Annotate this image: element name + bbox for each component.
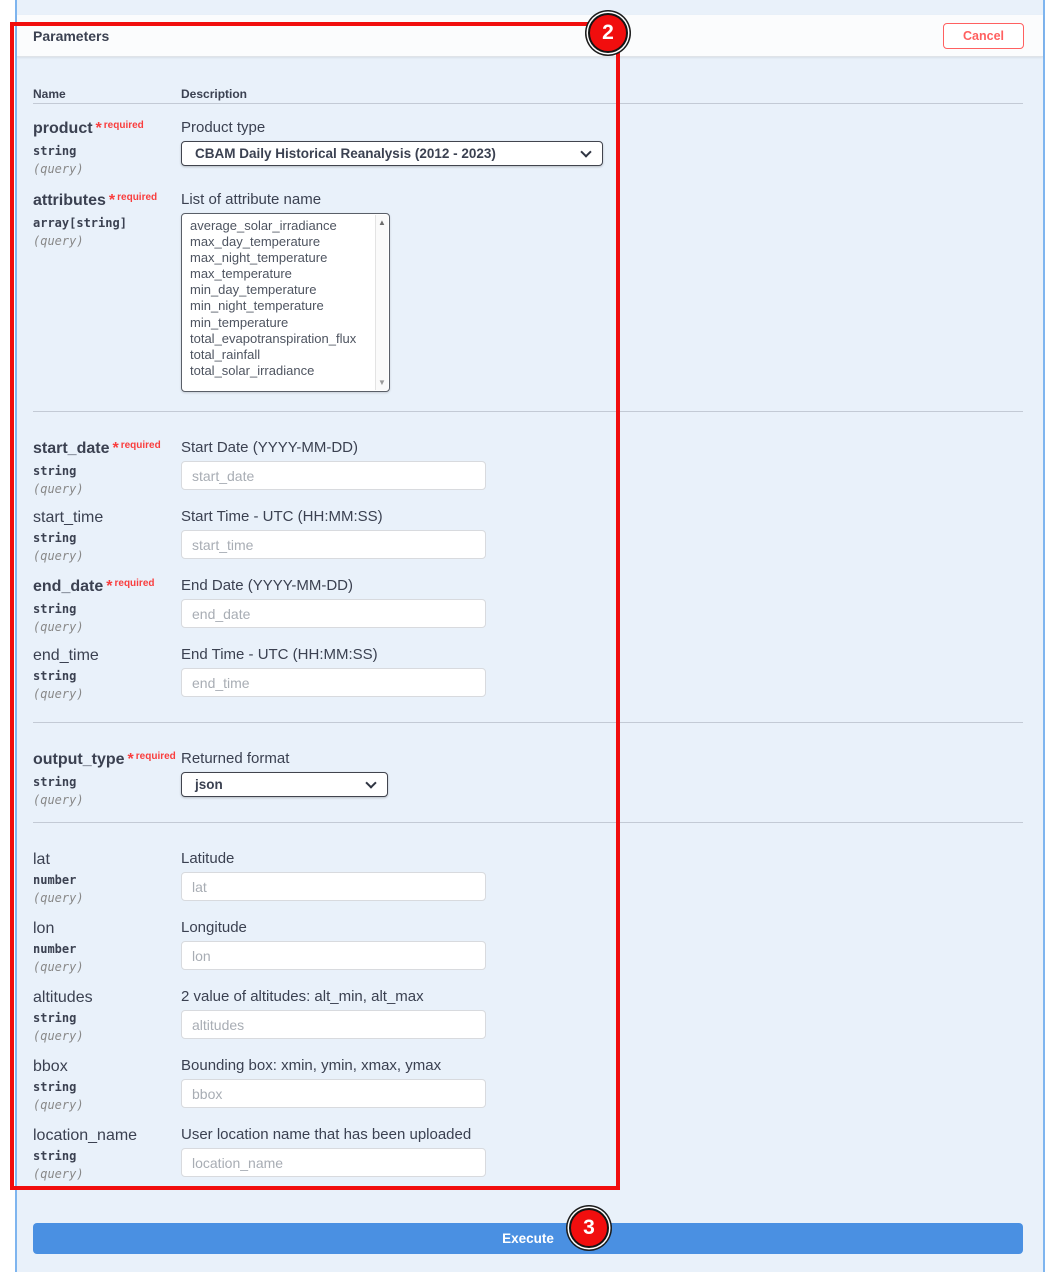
param-type: array[string] — [33, 216, 127, 230]
param-in: (query) — [33, 793, 84, 807]
param-name: end_time — [33, 647, 99, 664]
param-in: (query) — [33, 620, 84, 634]
param-in: (query) — [33, 549, 84, 563]
param-description: Returned format — [181, 750, 290, 767]
group-divider — [33, 822, 1023, 823]
start-date-input[interactable] — [181, 461, 486, 490]
listbox-scrollbar[interactable] — [375, 215, 388, 390]
param-name: lon — [33, 920, 55, 937]
param-name: lat — [33, 851, 50, 868]
param-description: End Time - UTC (HH:MM:SS) — [181, 646, 378, 663]
param-type: string — [33, 669, 77, 683]
param-in: (query) — [33, 162, 84, 176]
param-description: Product type — [181, 119, 266, 136]
product-select-value: CBAM Daily Historical Reanalysis (2012 - 2023) — [195, 146, 496, 161]
param-type: number — [33, 942, 77, 956]
param-name: start_date * $^{required}$ — [33, 440, 161, 457]
output-type-select-value: json — [195, 777, 223, 792]
lat-input[interactable] — [181, 872, 486, 901]
required-star: * — [127, 751, 134, 768]
annotation-step-3-badge: 3 — [569, 1208, 609, 1248]
param-name: altitudes — [33, 989, 93, 1006]
param-description: 2 value of altitudes: alt_min, alt_max — [181, 988, 424, 1005]
param-type: string — [33, 775, 77, 789]
required-star: * — [108, 192, 116, 209]
param-description: User location name that has been uploaded — [181, 1126, 472, 1143]
param-name: attributes * $^{required}$ — [33, 192, 158, 209]
scroll-down-icon[interactable]: ▼ — [378, 378, 386, 387]
param-description: Start Date (YYYY-MM-DD) — [181, 439, 358, 456]
start-time-input[interactable] — [181, 530, 486, 559]
attribute-option[interactable]: total_solar_irradiance — [190, 362, 315, 378]
param-description: Start Time - UTC (HH:MM:SS) — [181, 508, 383, 525]
product-select[interactable] — [181, 141, 603, 166]
required-label: required — [117, 192, 158, 203]
param-type: string — [33, 1149, 77, 1163]
cancel-button[interactable]: Cancel — [943, 23, 1024, 49]
param-name: start_time — [33, 509, 104, 526]
required-label: required — [135, 751, 176, 762]
attribute-option[interactable]: max_temperature — [190, 266, 292, 282]
column-header-description: Description — [181, 87, 248, 101]
lon-input[interactable] — [181, 941, 486, 970]
param-type: string — [33, 1080, 77, 1094]
param-name: product * $^{required}$ — [33, 120, 144, 137]
group-divider — [33, 722, 1023, 723]
param-name: location_name — [33, 1127, 138, 1144]
param-description: Bounding box: xmin, ymin, xmax, ymax — [181, 1057, 442, 1074]
execute-button[interactable]: Execute — [33, 1223, 1023, 1254]
param-type: string — [33, 602, 77, 616]
param-description: List of attribute name — [181, 191, 322, 208]
table-header-divider — [33, 103, 1023, 104]
param-in: (query) — [33, 482, 84, 496]
required-label: required — [103, 120, 144, 131]
param-in: (query) — [33, 687, 84, 701]
param-in: (query) — [33, 1167, 84, 1181]
required-star: * — [95, 120, 102, 137]
param-in: (query) — [33, 1029, 84, 1043]
column-header-name: Name — [33, 87, 66, 101]
attribute-option[interactable]: max_night_temperature — [190, 250, 328, 266]
chevron-down-icon — [365, 777, 376, 788]
parameters-header — [17, 15, 1043, 57]
parameters-title: Parameters — [33, 27, 110, 44]
attribute-option[interactable]: total_rainfall — [190, 346, 261, 362]
attribute-option[interactable]: max_day_temperature — [190, 234, 321, 250]
param-description: Latitude — [181, 850, 235, 867]
chevron-down-icon — [580, 146, 591, 157]
param-in: (query) — [33, 960, 84, 974]
param-type: string — [33, 1011, 77, 1025]
attribute-option[interactable]: min_night_temperature — [190, 298, 324, 314]
bbox-input[interactable] — [181, 1079, 486, 1108]
param-type: string — [33, 464, 77, 478]
param-in: (query) — [33, 891, 84, 905]
group-divider — [33, 411, 1023, 412]
param-name: end_date * $^{required}$ — [33, 578, 155, 595]
param-name: bbox — [33, 1058, 68, 1075]
attribute-option[interactable]: min_temperature — [190, 314, 289, 330]
required-label: required — [120, 440, 161, 451]
param-description: End Date (YYYY-MM-DD) — [181, 577, 353, 594]
param-name: output_type * $^{required}$ — [33, 751, 176, 768]
param-description: Longitude — [181, 919, 247, 936]
param-type: number — [33, 873, 77, 887]
annotation-step-2-badge: 2 — [588, 13, 628, 53]
attribute-option[interactable]: total_evapotranspiration_flux — [190, 330, 357, 346]
required-label: required — [114, 578, 155, 589]
attribute-option[interactable]: average_solar_irradiance — [190, 218, 337, 233]
attribute-option[interactable]: min_day_temperature — [190, 282, 317, 298]
end-date-input[interactable] — [181, 599, 486, 628]
param-in: (query) — [33, 234, 84, 248]
required-star: * — [112, 440, 119, 457]
param-type: string — [33, 531, 77, 545]
output-type-select[interactable] — [181, 772, 388, 797]
required-star: * — [106, 578, 113, 595]
param-type: string — [33, 144, 77, 158]
scroll-up-icon[interactable]: ▲ — [378, 218, 386, 227]
end-time-input[interactable] — [181, 668, 486, 697]
altitudes-input[interactable] — [181, 1010, 486, 1039]
param-in: (query) — [33, 1098, 84, 1112]
location-name-input[interactable] — [181, 1148, 486, 1177]
attributes-multiselect[interactable] — [181, 213, 390, 392]
